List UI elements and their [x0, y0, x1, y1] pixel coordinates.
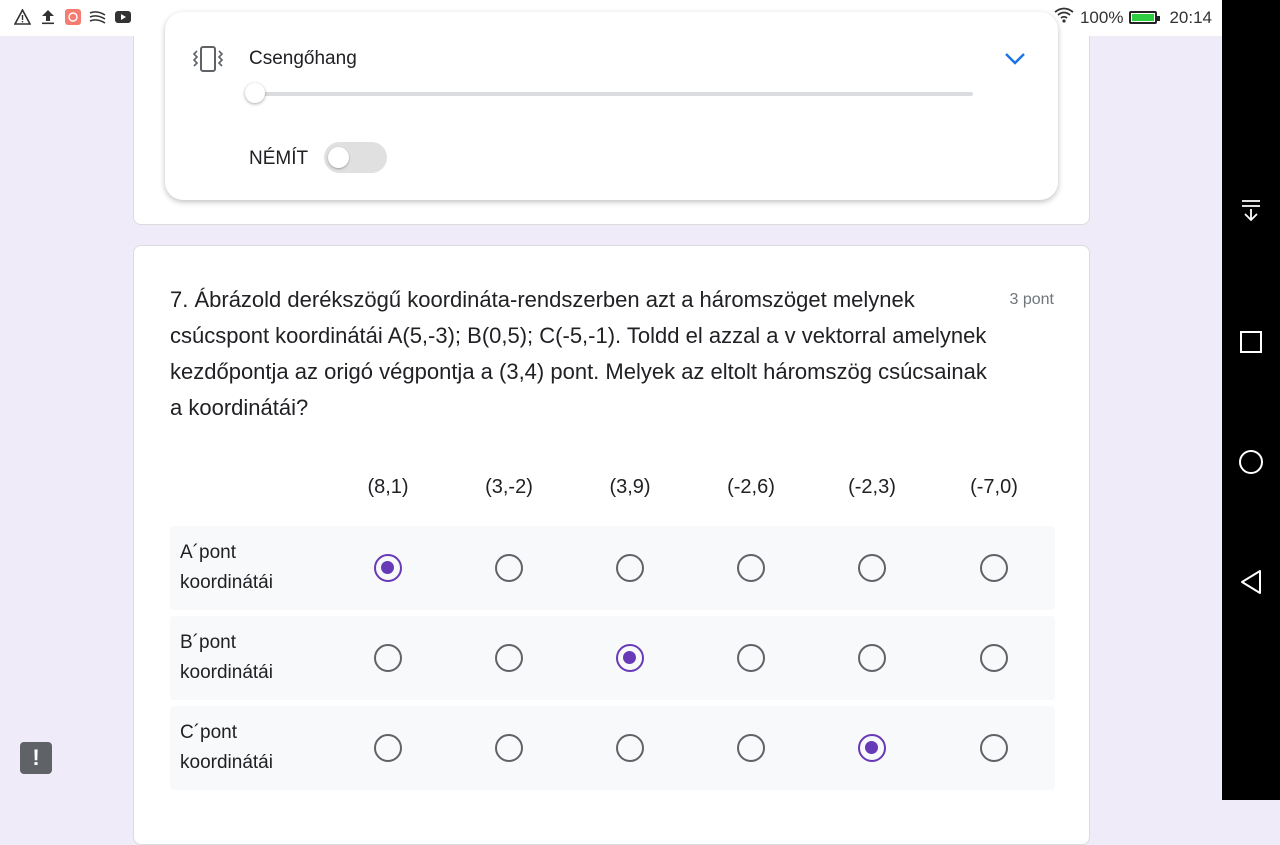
row-label: B´pont koordinátái — [180, 632, 273, 683]
toggle-knob — [328, 147, 349, 168]
radio-option[interactable] — [374, 554, 402, 582]
home-button[interactable] — [1238, 449, 1264, 475]
report-problem-button[interactable]: ! — [20, 742, 52, 774]
question-points: 3 pont — [1009, 291, 1054, 308]
column-header: (3,9) — [609, 476, 651, 498]
radio-option[interactable] — [495, 734, 523, 762]
ringtone-volume-slider[interactable] — [255, 92, 973, 96]
radio-option[interactable] — [858, 644, 886, 672]
youtube-icon — [114, 8, 131, 25]
radio-option[interactable] — [737, 554, 765, 582]
radio-option[interactable] — [737, 644, 765, 672]
grid-row — [170, 526, 1055, 610]
column-header: (3,-2) — [485, 476, 533, 498]
battery-percent: 100% — [1079, 7, 1124, 27]
radio-option[interactable] — [980, 554, 1008, 582]
clock: 20:14 — [1169, 7, 1212, 27]
vibrate-icon[interactable] — [191, 45, 225, 73]
mute-toggle[interactable] — [324, 142, 387, 173]
column-header: (8,1) — [367, 476, 409, 498]
radio-option[interactable] — [495, 554, 523, 582]
radio-option[interactable] — [858, 734, 886, 762]
back-button[interactable] — [1238, 569, 1264, 595]
radio-option[interactable] — [374, 734, 402, 762]
warning-icon — [14, 8, 31, 25]
app-notification-icon — [64, 8, 81, 25]
radio-option[interactable] — [737, 734, 765, 762]
row-label: A´pont koordinátái — [180, 542, 273, 593]
radio-option[interactable] — [858, 554, 886, 582]
recents-button[interactable] — [1238, 329, 1264, 355]
mute-label: NÉMÍT — [249, 148, 309, 169]
radio-option[interactable] — [374, 644, 402, 672]
slider-thumb[interactable] — [245, 83, 265, 103]
grid-column-headers — [134, 472, 1091, 502]
radio-option[interactable] — [616, 644, 644, 672]
volume-panel — [165, 12, 1058, 200]
ringtone-label: Csengőhang — [249, 48, 357, 69]
grid-row — [170, 706, 1055, 790]
system-status — [1054, 7, 1212, 28]
upload-icon — [39, 8, 56, 25]
chevron-down-icon[interactable] — [1003, 50, 1027, 68]
row-label: C´pont koordinátái — [180, 722, 273, 773]
battery-icon — [1129, 11, 1157, 24]
radio-option[interactable] — [495, 644, 523, 672]
column-header: (-2,6) — [727, 476, 775, 498]
question-card — [133, 245, 1090, 845]
radio-option[interactable] — [616, 734, 644, 762]
radio-option[interactable] — [980, 734, 1008, 762]
radio-option[interactable] — [616, 554, 644, 582]
notification-pull-icon[interactable] — [1238, 197, 1264, 223]
radio-option[interactable] — [980, 644, 1008, 672]
battery-fill — [1132, 14, 1154, 21]
column-header: (-2,3) — [848, 476, 896, 498]
notification-icons — [14, 8, 131, 25]
swipe-keyboard-icon — [89, 8, 106, 25]
column-header: (-7,0) — [970, 476, 1018, 498]
grid-row — [170, 616, 1055, 700]
navigation-bar — [1222, 0, 1280, 800]
question-text: 7. Ábrázold derékszögű koordináta-rendszerben azt a háromszöget melynek csúcspont koordinátái A(5,-3); B(0,5); C(-5,-1). Toldd el azzal a v vektorral amelynek kezdőpontja az origó végpontja a (3,4) pont. Melyek az eltolt háromszög csúcsainak a koordinátái? — [170, 287, 987, 420]
